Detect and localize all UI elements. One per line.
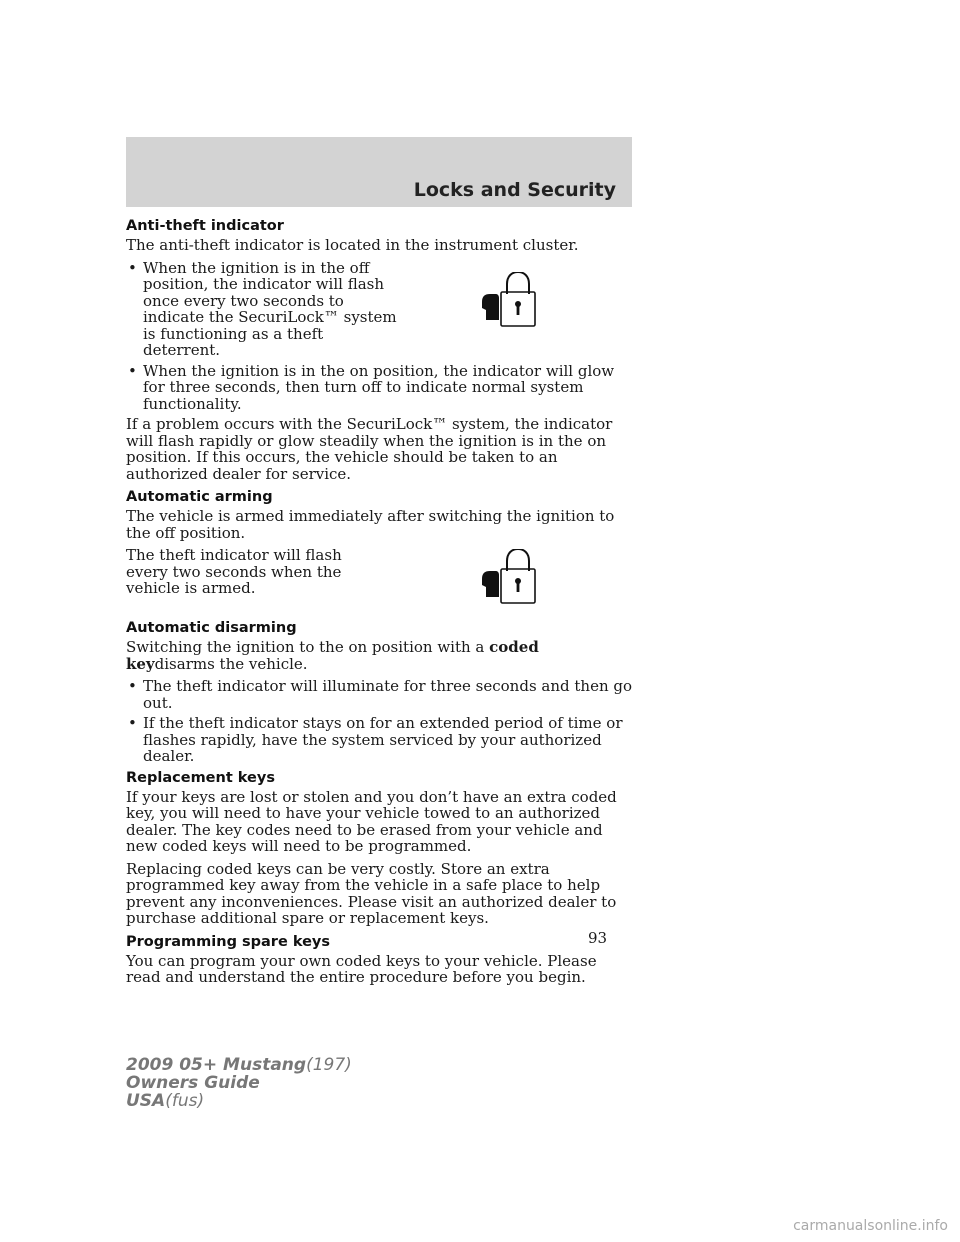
disarming-bullet-2 [126, 715, 632, 765]
bullet-dot: • [128, 714, 137, 732]
watermark: carmanualsonline.info [793, 1218, 948, 1234]
replacement-para-1: If your keys are lost or stolen and you don’t have an extra coded key, you will need to have your vehicle towed to an authorized dealer. The key codes need to be erased from your vehicle and new coded keys will need to be programmed. [126, 787, 617, 855]
arming-para-with-icon [126, 547, 632, 605]
section-title: Locks and Security [413, 179, 616, 201]
heading-anti-theft: Anti-theft indicator [126, 218, 284, 234]
anti-theft-bullet-1 [126, 260, 401, 359]
anti-theft-intro: The anti-theft indicator is located in the instrument cluster. [126, 236, 579, 254]
bullet-dot: • [128, 258, 137, 277]
bullet-dot: • [128, 677, 137, 695]
heading-automatic-arming: Automatic arming [126, 489, 273, 505]
programming-para-1: You can program your own coded keys to your vehicle. Please read and understand the entire procedure before you begin. [126, 951, 597, 986]
page-number: 93 [588, 929, 608, 947]
disarming-para: Switching the ignition to the on position with a coded keydisarms the vehicle. [126, 638, 539, 673]
section-header-band [126, 137, 632, 207]
heading-automatic-disarming: Automatic disarming [126, 620, 297, 636]
anti-theft-bullet-with-icon [126, 260, 632, 363]
arming-para-1: The vehicle is armed immediately after switching the ignition to the off position. [126, 507, 615, 542]
bullet-dot: • [128, 361, 137, 380]
document-footer: 2009 05+ Mustang(197) Owners Guide USA(fus) [126, 1055, 352, 1111]
bullet-text: When the ignition is in the off position, the indicator will flash once every two seconds to indicate the SecuriLock™ system is functioning as a theft deterrent. [143, 258, 397, 359]
car-lock-icon [480, 549, 540, 605]
bullet-text: The theft indicator will illuminate for three seconds and then go out. [143, 677, 633, 712]
anti-theft-bullet-2 [126, 363, 632, 413]
page-content [126, 217, 632, 992]
car-lock-icon [480, 272, 540, 328]
anti-theft-problem: If a problem occurs with the SecuriLock™ system, the indicator will flash rapidly or glow steadily when the ignition is in the on position. If this occurs, the vehicle should be taken to an authorized dealer for service. [126, 415, 613, 483]
heading-replacement-keys: Replacement keys [126, 769, 275, 786]
disarming-bullet-1 [126, 678, 632, 711]
arming-para-2: The theft indicator will flash every two seconds when the vehicle is armed. [126, 546, 342, 597]
bullet-text: When the ignition is in the on position, the indicator will glow for three seconds, then turn off to indicate normal system functionality. [143, 361, 615, 413]
heading-programming-spare-keys: Programming spare keys [126, 933, 330, 950]
replacement-para-2: Replacing coded keys can be very costly. Store an extra programmed key away from the vehicle in a safe place to help prevent any inconveniences. Please visit an authorized dealer to purchase additional spare or replacement keys. [126, 859, 617, 927]
bullet-text: If the theft indicator stays on for an extended period of time or flashes rapidly, have the system serviced by your authorized dealer. [143, 714, 623, 765]
coded-key-term: coded key [126, 638, 539, 673]
